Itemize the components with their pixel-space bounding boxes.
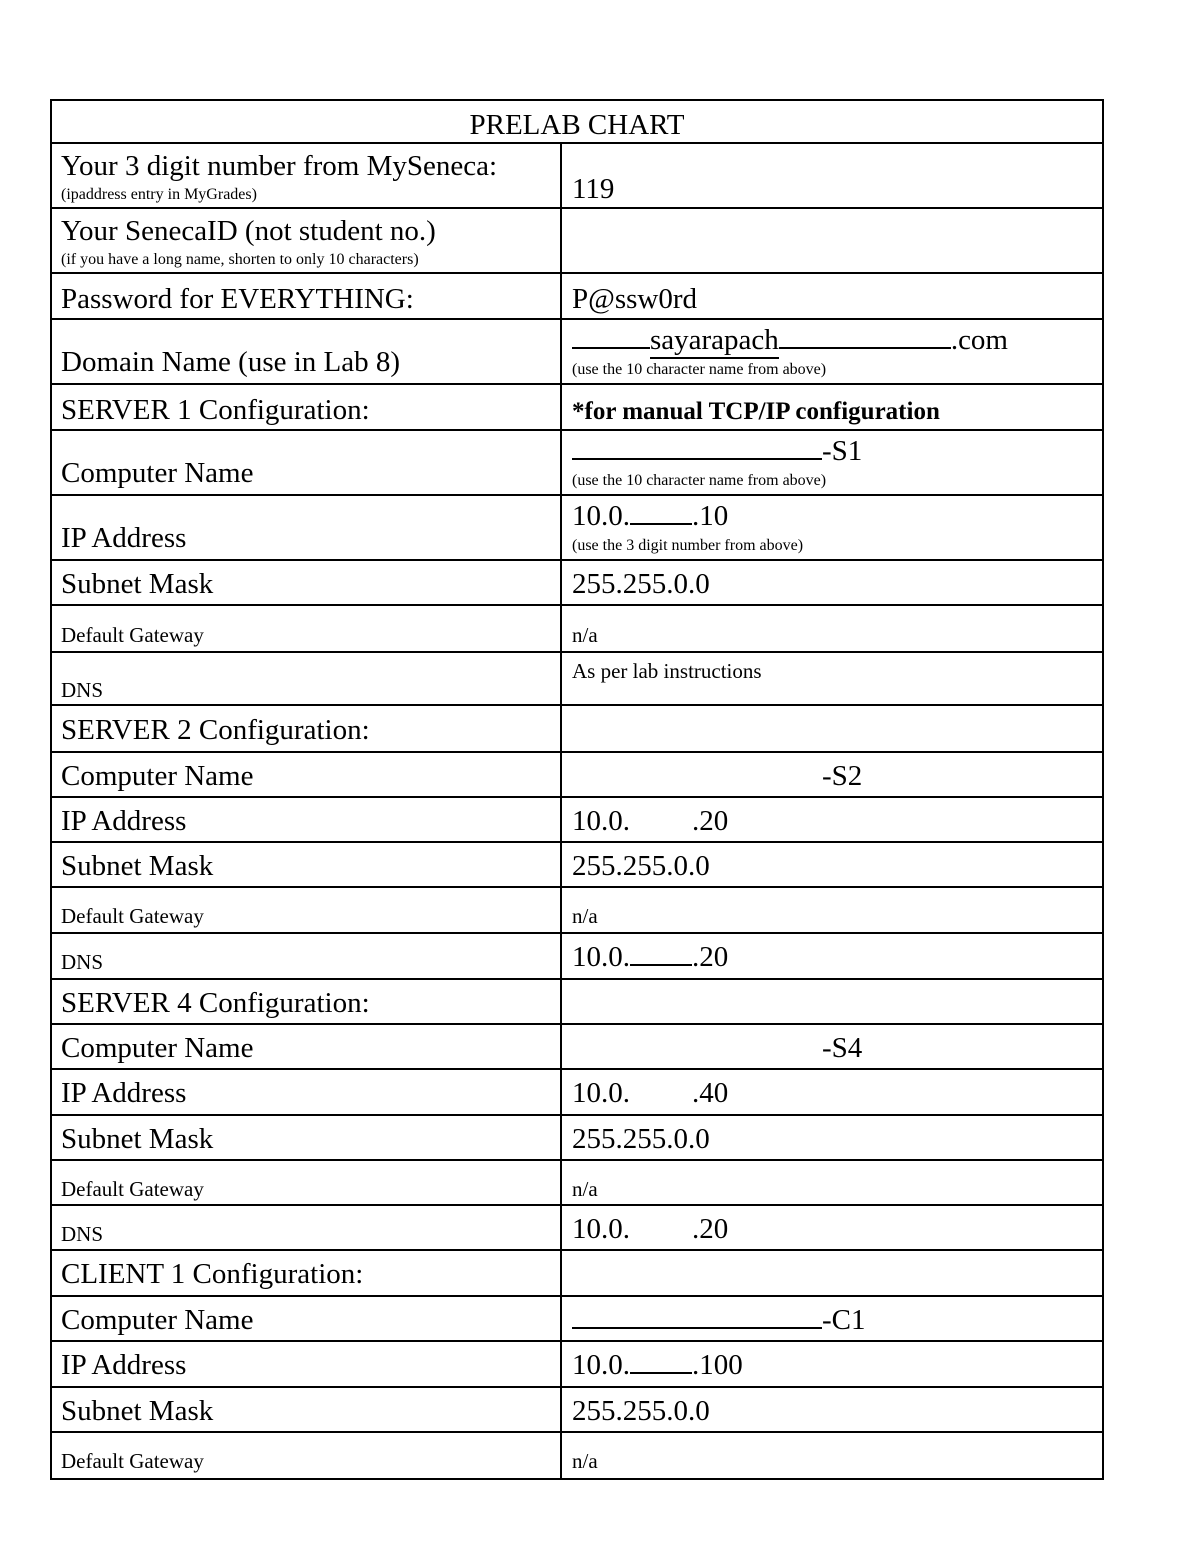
row-client1-gateway bbox=[52, 1433, 1102, 1478]
row-server2-subnet bbox=[52, 843, 1102, 888]
section-label: CLIENT 1 Configuration: bbox=[61, 1258, 364, 1290]
label: Subnet Mask bbox=[61, 568, 214, 600]
row-3-digit-number bbox=[52, 144, 1102, 209]
value[interactable]: n/a bbox=[572, 904, 598, 928]
label: Default Gateway bbox=[61, 623, 204, 647]
row-client1-subnet bbox=[52, 1388, 1102, 1433]
row-server1-ip bbox=[52, 496, 1102, 561]
label: IP Address bbox=[61, 522, 187, 554]
value[interactable]: 10.0. .40 bbox=[572, 1077, 729, 1109]
value[interactable]: -S1 bbox=[572, 435, 862, 468]
value-sub: (use the 10 character name from above) bbox=[572, 361, 827, 378]
row-server2-ip bbox=[52, 798, 1102, 843]
row-server4-ip bbox=[52, 1070, 1102, 1116]
label: DNS bbox=[61, 1222, 104, 1246]
value[interactable]: n/a bbox=[572, 1449, 598, 1473]
label: Computer Name bbox=[61, 1304, 254, 1336]
label-sub: (if you have a long name, shorten to only 10 characters) bbox=[61, 251, 419, 268]
label: Default Gateway bbox=[61, 904, 204, 928]
label: Domain Name (use in Lab 8) bbox=[61, 346, 401, 378]
row-server1-header bbox=[52, 385, 1102, 431]
label: Your 3 digit number from MySeneca: bbox=[61, 150, 498, 182]
value[interactable]: 10.0. .20 bbox=[572, 805, 729, 837]
row-client1-header bbox=[52, 1251, 1102, 1297]
value[interactable]: n/a bbox=[572, 623, 598, 647]
section-label: SERVER 2 Configuration: bbox=[61, 714, 370, 746]
label: Subnet Mask bbox=[61, 1395, 214, 1427]
row-client1-computer-name bbox=[52, 1297, 1102, 1342]
label: Computer Name bbox=[61, 457, 254, 489]
row-server1-dns bbox=[52, 653, 1102, 706]
label: DNS bbox=[61, 950, 104, 974]
chart-title: PRELAB CHART bbox=[52, 101, 1102, 144]
label: IP Address bbox=[61, 1349, 187, 1381]
value[interactable]: -S4 bbox=[822, 1032, 863, 1064]
label: Your SenecaID (not student no.) bbox=[61, 215, 436, 247]
row-server4-subnet bbox=[52, 1116, 1102, 1161]
row-server2-dns bbox=[52, 934, 1102, 980]
domain-value[interactable]: sayarapach .com bbox=[572, 324, 1008, 359]
row-server4-header bbox=[52, 980, 1102, 1025]
value[interactable]: -C1 bbox=[572, 1304, 866, 1337]
row-server4-computer-name bbox=[52, 1025, 1102, 1070]
value[interactable]: 255.255.0.0 bbox=[572, 1395, 710, 1427]
row-password bbox=[52, 274, 1102, 320]
row-server1-computer-name bbox=[52, 431, 1102, 496]
row-client1-ip bbox=[52, 1342, 1102, 1388]
label: IP Address bbox=[61, 805, 187, 837]
value[interactable]: 255.255.0.0 bbox=[572, 850, 710, 882]
value[interactable]: 10.0. .10 bbox=[572, 500, 729, 532]
seneca-id-value[interactable] bbox=[562, 209, 1102, 272]
row-server4-dns bbox=[52, 1206, 1102, 1251]
row-server1-gateway bbox=[52, 606, 1102, 653]
value-sub: (use the 3 digit number from above) bbox=[572, 537, 804, 554]
value[interactable]: 255.255.0.0 bbox=[572, 568, 710, 600]
value[interactable]: 10.0. .20 bbox=[572, 941, 729, 973]
label: Subnet Mask bbox=[61, 850, 214, 882]
label-sub: (ipaddress entry in MyGrades) bbox=[61, 186, 257, 203]
label: Default Gateway bbox=[61, 1177, 204, 1201]
row-server1-subnet bbox=[52, 561, 1102, 606]
label: Computer Name bbox=[61, 1032, 254, 1064]
row-server2-gateway bbox=[52, 888, 1102, 934]
value[interactable]: 255.255.0.0 bbox=[572, 1123, 710, 1155]
label: Password for EVERYTHING: bbox=[61, 283, 414, 315]
section-label: SERVER 4 Configuration: bbox=[61, 987, 370, 1019]
row-domain bbox=[52, 320, 1102, 385]
value[interactable]: 119 bbox=[572, 173, 615, 205]
note: *for manual TCP/IP configuration bbox=[572, 398, 940, 425]
prelab-chart bbox=[50, 99, 1104, 1480]
value[interactable]: As per lab instructions bbox=[572, 659, 762, 683]
value[interactable]: 10.0. .100 bbox=[572, 1349, 743, 1381]
value-sub: (use the 10 character name from above) bbox=[572, 472, 827, 489]
label: Subnet Mask bbox=[61, 1123, 214, 1155]
value[interactable]: -S2 bbox=[822, 760, 863, 792]
label: Computer Name bbox=[61, 760, 254, 792]
row-server4-gateway bbox=[52, 1161, 1102, 1206]
label: Default Gateway bbox=[61, 1449, 204, 1473]
label: DNS bbox=[61, 678, 104, 702]
row-server2-header bbox=[52, 706, 1102, 753]
value[interactable]: 10.0. .20 bbox=[572, 1213, 729, 1245]
section-label: SERVER 1 Configuration: bbox=[61, 394, 370, 426]
value[interactable]: P@ssw0rd bbox=[572, 283, 698, 315]
row-server2-computer-name bbox=[52, 753, 1102, 798]
row-seneca-id bbox=[52, 209, 1102, 274]
value[interactable]: n/a bbox=[572, 1177, 598, 1201]
label: IP Address bbox=[61, 1077, 187, 1109]
